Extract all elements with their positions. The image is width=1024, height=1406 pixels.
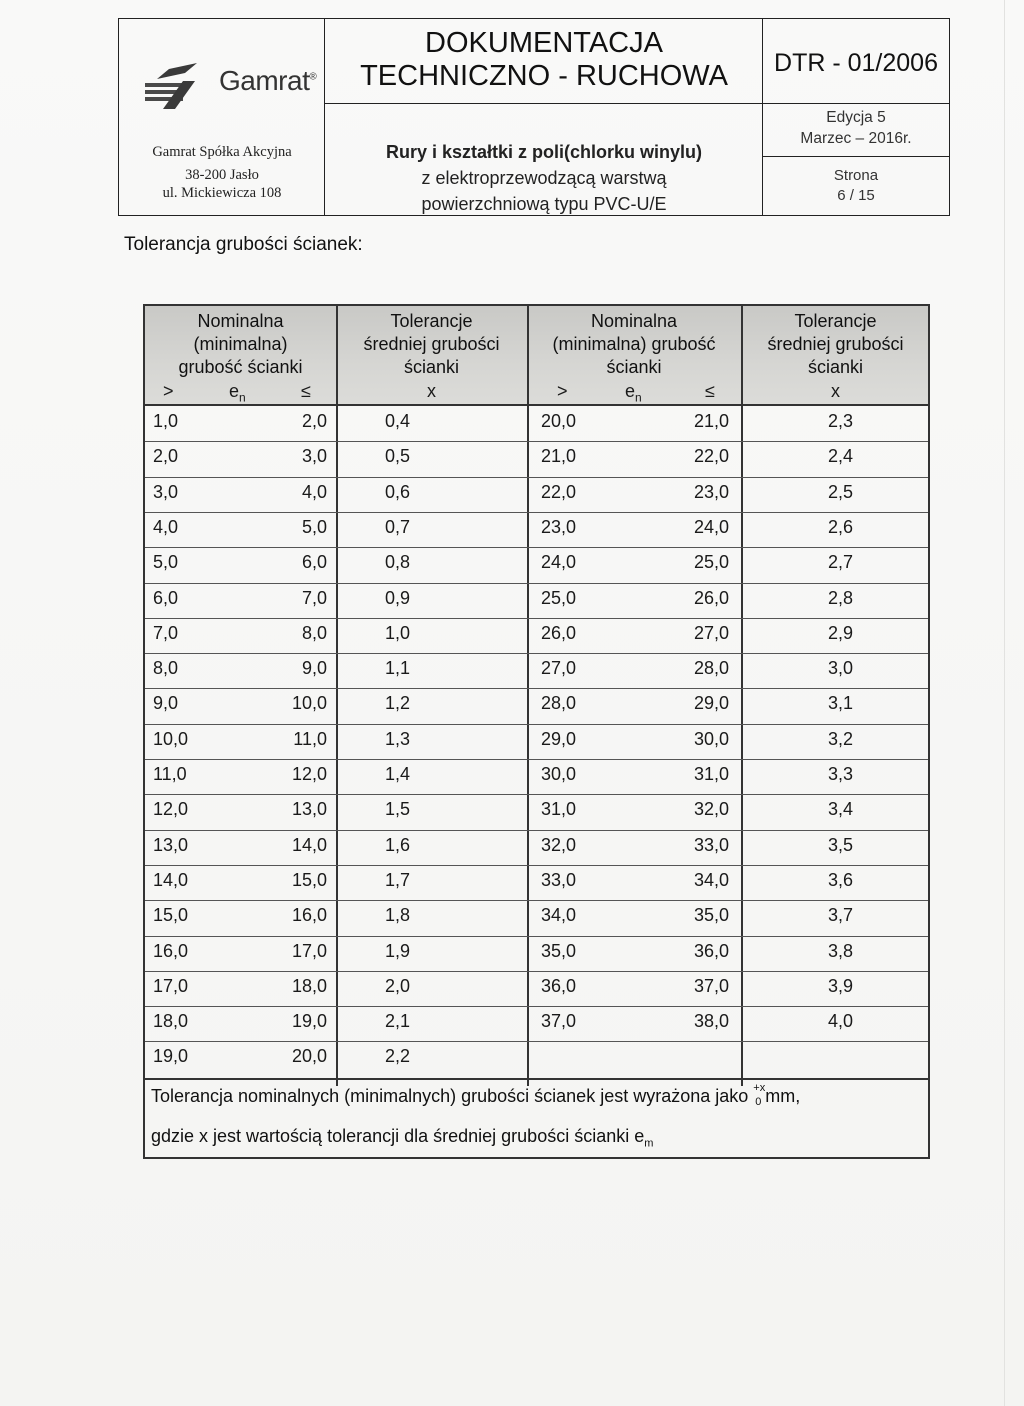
cell-tol-left: 1,7 bbox=[385, 869, 411, 890]
cell-tol-right: 4,0 bbox=[827, 1011, 853, 1032]
document-number: DTR - 01/2006 bbox=[774, 49, 938, 77]
row-divider bbox=[145, 653, 928, 654]
company-name: Gamrat Spółka Akcyjna bbox=[152, 144, 292, 160]
cell-min-right: 20,0 bbox=[541, 411, 577, 431]
table-footnote-line2: gdzie x jest wartością tolerancji dla średniej grubości ścianki $e_m$ bbox=[151, 1126, 654, 1150]
header-tolerance-right: Tolerancje średniej grubości ścianki bbox=[767, 311, 904, 377]
cell-max-left: 13,0 bbox=[291, 799, 327, 820]
subheader-le-left: ≤ bbox=[301, 381, 311, 401]
cell-tol-right: 2,3 bbox=[827, 411, 853, 431]
cell-tol-right: 2,8 bbox=[827, 587, 853, 608]
row-divider bbox=[145, 477, 928, 478]
cell-tol-left: 1,1 bbox=[385, 658, 411, 679]
subheader-gt-left: > bbox=[163, 381, 174, 401]
company-street: ul. Mickiewicza 108 bbox=[162, 185, 282, 201]
cell-min-left: 16,0 bbox=[153, 940, 189, 961]
cell-max-right: 34,0 bbox=[693, 869, 729, 890]
cell-min-left: 13,0 bbox=[153, 834, 189, 855]
row-divider bbox=[145, 512, 928, 513]
cell-max-right: 38,0 bbox=[693, 1011, 729, 1032]
cell-min-right: 31,0 bbox=[541, 799, 577, 820]
subheader-en-right: $e_n$ bbox=[625, 381, 642, 405]
cell-min-left: 6,0 bbox=[153, 587, 179, 608]
cell-max-right: 37,0 bbox=[693, 975, 729, 996]
cell-tol-right: 3,7 bbox=[827, 905, 853, 926]
cell-min-left: 7,0 bbox=[153, 622, 179, 643]
cell-tol-right: 2,7 bbox=[827, 552, 853, 573]
subheader-gt-right: > bbox=[557, 381, 568, 401]
cell-max-right: 21,0 bbox=[693, 411, 729, 431]
company-postcode: 38-200 Jasło bbox=[185, 167, 259, 183]
section-title: Tolerancja grubości ścianek: bbox=[124, 234, 363, 255]
cell-min-right: 29,0 bbox=[541, 728, 577, 749]
row-divider bbox=[145, 1006, 928, 1007]
cell-tol-right: 2,4 bbox=[827, 446, 853, 467]
cell-max-right: 26,0 bbox=[693, 587, 729, 608]
cell-tol-right: 3,0 bbox=[827, 658, 853, 679]
gamrat-logo-icon bbox=[135, 61, 215, 111]
cell-tol-right: 3,2 bbox=[827, 728, 853, 749]
cell-min-left: 5,0 bbox=[153, 552, 179, 573]
cell-max-left: 4,0 bbox=[301, 481, 327, 502]
cell-max-right: 27,0 bbox=[693, 622, 729, 643]
cell-max-right: 36,0 bbox=[693, 940, 729, 961]
cell-min-left: 17,0 bbox=[153, 975, 189, 996]
tolerance-table bbox=[143, 304, 930, 1159]
cell-min-left: 9,0 bbox=[153, 693, 179, 714]
cell-tol-right: 3,1 bbox=[827, 693, 853, 714]
cell-max-left: 17,0 bbox=[291, 940, 327, 961]
cell-min-right: 36,0 bbox=[541, 975, 577, 996]
cell-max-left: 12,0 bbox=[291, 764, 327, 784]
row-divider bbox=[145, 583, 928, 584]
row-divider bbox=[145, 971, 928, 972]
gamrat-logo bbox=[135, 61, 315, 121]
cell-min-right: 28,0 bbox=[541, 693, 577, 714]
logo-wordmark: Gamrat® bbox=[219, 65, 317, 96]
cell-max-left: 16,0 bbox=[291, 905, 327, 926]
header-nominal-right: Nominalna (minimalna) grubość ścianki bbox=[552, 311, 716, 377]
cell-min-right: 27,0 bbox=[541, 658, 577, 679]
cell-max-right: 33,0 bbox=[693, 834, 729, 855]
row-divider bbox=[145, 441, 928, 442]
row-divider bbox=[145, 688, 928, 689]
cell-tol-left: 1,0 bbox=[385, 622, 411, 643]
cell-min-right: 37,0 bbox=[541, 1011, 577, 1032]
cell-min-right: 34,0 bbox=[541, 905, 577, 926]
row-divider bbox=[145, 865, 928, 866]
cell-max-right: 32,0 bbox=[693, 799, 729, 820]
row-divider bbox=[145, 724, 928, 725]
row-divider bbox=[145, 900, 928, 901]
cell-min-right: 33,0 bbox=[541, 869, 577, 890]
cell-max-left: 8,0 bbox=[301, 622, 327, 643]
cell-tol-left: 1,2 bbox=[385, 693, 411, 714]
table-footnote-line1: Tolerancja nominalnych (minimalnych) grubości ścianek jest wyrażona jako +x 0 mm, bbox=[151, 1082, 801, 1108]
cell-min-right: 25,0 bbox=[541, 587, 577, 608]
cell-max-right: 28,0 bbox=[693, 658, 729, 679]
cell-min-right: 35,0 bbox=[541, 940, 577, 961]
cell-min-right: 26,0 bbox=[541, 622, 577, 643]
cell-min-left: 14,0 bbox=[153, 869, 189, 890]
subheader-en-left: $e_n$ bbox=[229, 381, 246, 405]
cell-tol-left: 1,4 bbox=[385, 764, 411, 784]
meta-cell bbox=[763, 19, 949, 215]
cell-tol-left: 2,1 bbox=[385, 1011, 411, 1032]
cell-tol-left: 1,6 bbox=[385, 834, 411, 855]
scan-edge bbox=[1004, 0, 1005, 1406]
edition: Edycja 5 bbox=[826, 109, 886, 126]
cell-tol-left: 0,5 bbox=[385, 446, 411, 467]
header-nominal-left: Nominalna (minimalna) grubość ścianki bbox=[178, 311, 303, 377]
cell-max-right: 29,0 bbox=[693, 693, 729, 714]
edition-date: Marzec – 2016r. bbox=[800, 130, 912, 147]
cell-max-right: 22,0 bbox=[693, 446, 729, 467]
cell-min-left: 1,0 bbox=[153, 411, 179, 431]
document-title: DOKUMENTACJA TECHNICZNO - RUCHOWA bbox=[360, 27, 728, 92]
cell-min-left: 11,0 bbox=[153, 764, 187, 784]
cell-tol-right: 2,5 bbox=[827, 481, 853, 502]
cell-tol-right: 3,6 bbox=[827, 869, 853, 890]
cell-max-left: 18,0 bbox=[291, 975, 327, 996]
company-cell bbox=[119, 19, 325, 215]
cell-min-right: 21,0 bbox=[541, 446, 577, 467]
cell-max-left: 20,0 bbox=[291, 1046, 327, 1067]
cell-max-right: 35,0 bbox=[693, 905, 729, 926]
cell-max-left: 6,0 bbox=[301, 552, 327, 573]
cell-tol-left: 0,8 bbox=[385, 552, 411, 573]
cell-min-left: 12,0 bbox=[153, 799, 189, 820]
cell-tol-left: 1,3 bbox=[385, 728, 411, 749]
cell-min-left: 19,0 bbox=[153, 1046, 189, 1067]
cell-tol-right: 3,3 bbox=[827, 764, 853, 784]
cell-tol-right: 3,4 bbox=[827, 799, 853, 820]
row-divider bbox=[145, 936, 928, 937]
cell-max-right: 23,0 bbox=[693, 481, 729, 502]
cell-max-left: 15,0 bbox=[291, 869, 327, 890]
cell-min-left: 15,0 bbox=[153, 905, 189, 926]
cell-tol-left: 2,2 bbox=[385, 1046, 411, 1067]
row-divider bbox=[145, 830, 928, 831]
cell-max-right: 31,0 bbox=[693, 764, 729, 784]
row-divider bbox=[145, 547, 928, 548]
cell-tol-right: 3,9 bbox=[827, 975, 853, 996]
cell-max-left: 2,0 bbox=[301, 411, 327, 431]
cell-max-left: 7,0 bbox=[301, 587, 327, 608]
cell-tol-right: 3,5 bbox=[827, 834, 853, 855]
document-subtitle: Rury i kształtki z poli(chlorku winylu) z elektroprzewodzącą warstwą powierzchniową typu PVC-U/E bbox=[385, 142, 703, 214]
row-divider bbox=[145, 618, 928, 619]
row-divider bbox=[145, 1041, 928, 1042]
cell-tol-left: 1,8 bbox=[385, 905, 411, 926]
cell-max-left: 19,0 bbox=[291, 1011, 327, 1032]
document-header bbox=[118, 18, 950, 216]
cell-max-left: 14,0 bbox=[291, 834, 327, 855]
cell-tol-left: 0,7 bbox=[385, 516, 411, 537]
cell-min-right: 24,0 bbox=[541, 552, 577, 573]
cell-tol-left: 0,6 bbox=[385, 481, 411, 502]
cell-tol-right: 2,9 bbox=[827, 622, 853, 643]
subheader-x-left: x bbox=[427, 381, 436, 401]
cell-tol-left: 0,4 bbox=[385, 411, 411, 431]
cell-tol-right: 2,6 bbox=[827, 516, 853, 537]
cell-min-right: 32,0 bbox=[541, 834, 577, 855]
cell-tol-left: 1,9 bbox=[385, 940, 411, 961]
cell-max-left: 10,0 bbox=[291, 693, 327, 714]
subheader-le-right: ≤ bbox=[705, 381, 715, 401]
cell-max-right: 25,0 bbox=[693, 552, 729, 573]
cell-min-right: 23,0 bbox=[541, 516, 577, 537]
cell-min-left: 18,0 bbox=[153, 1011, 189, 1032]
title-cell bbox=[325, 19, 763, 215]
cell-max-left: 3,0 bbox=[301, 446, 327, 467]
row-divider bbox=[145, 794, 928, 795]
cell-min-right: 22,0 bbox=[541, 481, 577, 502]
cell-max-right: 30,0 bbox=[693, 728, 729, 749]
cell-min-left: 2,0 bbox=[153, 446, 179, 467]
cell-tol-right: 3,8 bbox=[827, 940, 853, 961]
subheader-x-right: x bbox=[831, 381, 840, 401]
header-tolerance-left: Tolerancje średniej grubości ścianki bbox=[363, 311, 500, 377]
cell-min-left: 8,0 bbox=[153, 658, 179, 679]
cell-min-right: 30,0 bbox=[541, 764, 577, 784]
cell-max-right: 24,0 bbox=[693, 516, 729, 537]
cell-min-left: 3,0 bbox=[153, 481, 179, 502]
page-number: 6 / 15 bbox=[837, 187, 875, 204]
cell-tol-left: 1,5 bbox=[385, 799, 411, 820]
cell-tol-left: 0,9 bbox=[385, 587, 411, 608]
cell-max-left: 5,0 bbox=[301, 516, 327, 537]
cell-min-left: 4,0 bbox=[153, 516, 179, 537]
cell-min-left: 10,0 bbox=[153, 728, 189, 749]
row-divider bbox=[145, 759, 928, 760]
cell-max-left: 9,0 bbox=[301, 658, 327, 679]
cell-max-left: 11,0 bbox=[293, 728, 327, 749]
page-label: Strona bbox=[833, 167, 879, 184]
cell-tol-left: 2,0 bbox=[385, 975, 411, 996]
